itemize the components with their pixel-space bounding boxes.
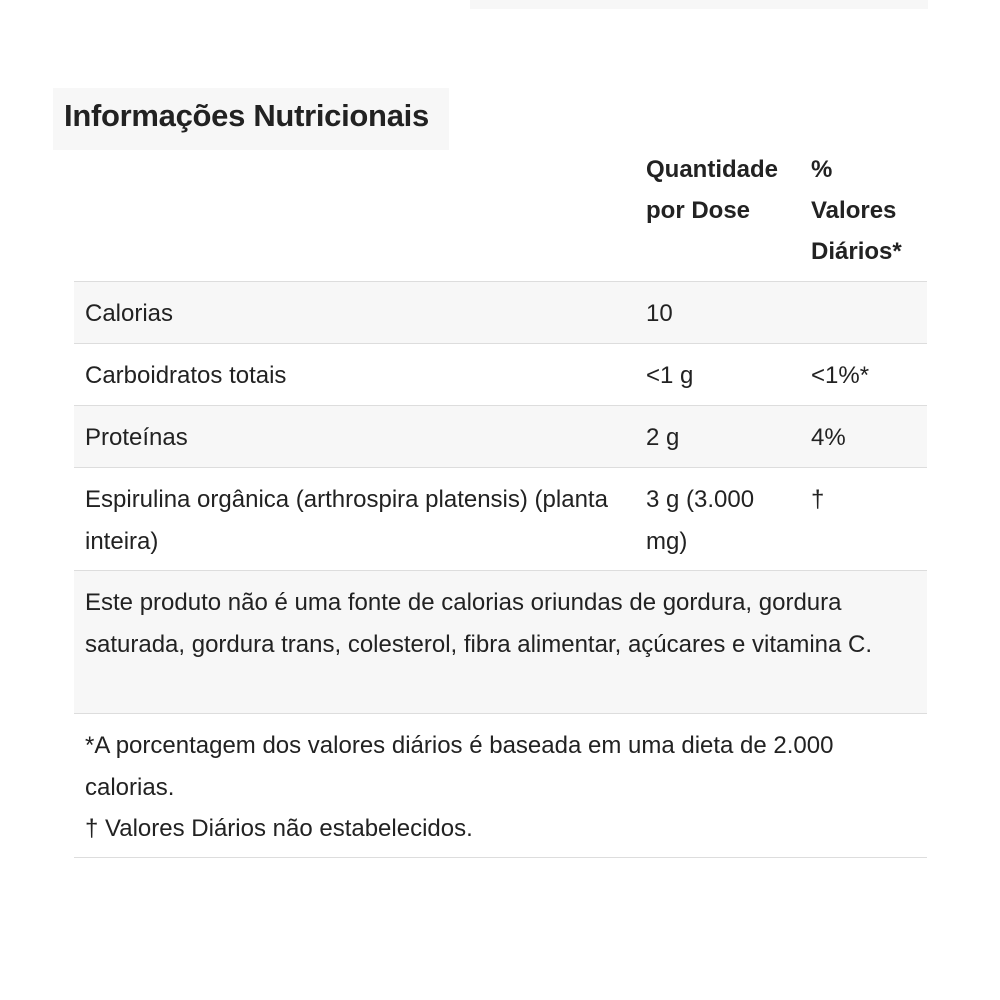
- nutrient-daily-value: †: [811, 486, 825, 513]
- nutrient-daily-value: <1%*: [811, 362, 870, 389]
- top-divider-bar: [470, 0, 928, 9]
- table-footnote-row: [74, 714, 927, 858]
- header-daily-values: % Valores Diários*: [811, 156, 902, 265]
- table-row: [74, 344, 927, 406]
- nutrient-daily-value: 4%: [811, 424, 846, 451]
- table-row: [74, 282, 927, 344]
- table-note-row: [74, 571, 927, 714]
- nutrient-quantity: 10: [646, 300, 673, 327]
- page-title: Informações Nutricionais: [64, 98, 429, 133]
- nutrient-quantity: <1 g: [646, 362, 694, 389]
- nutrient-name: Carboidratos totais: [85, 362, 287, 389]
- table-row: [74, 406, 927, 468]
- nutrient-name: Espirulina orgânica (arthrospira platensis) (planta inteira): [85, 486, 608, 555]
- dagger-footnote: † Valores Diários não estabelecidos.: [85, 815, 473, 842]
- footnotes: [85, 725, 925, 850]
- header-quantity-per-dose: Quantidade por Dose: [646, 156, 779, 224]
- percent-daily-value-footnote: *A porcentagem dos valores diários é baseada em uma dieta de 2.000 calorias.: [85, 732, 834, 801]
- nutrient-quantity: 3 g (3.000 mg): [646, 486, 755, 555]
- not-a-source-note: Este produto não é uma fonte de calorias oriundas de gordura, gordura saturada, gordura trans, colesterol, fibra alimentar, açúcares e vitamina C.: [85, 589, 873, 658]
- table-row: [74, 468, 927, 571]
- nutrient-name: Calorias: [85, 300, 174, 327]
- nutrition-table: [74, 148, 927, 858]
- nutrient-quantity: 2 g: [646, 424, 680, 451]
- nutrient-name: Proteínas: [85, 424, 188, 451]
- table-header-row: [74, 148, 927, 282]
